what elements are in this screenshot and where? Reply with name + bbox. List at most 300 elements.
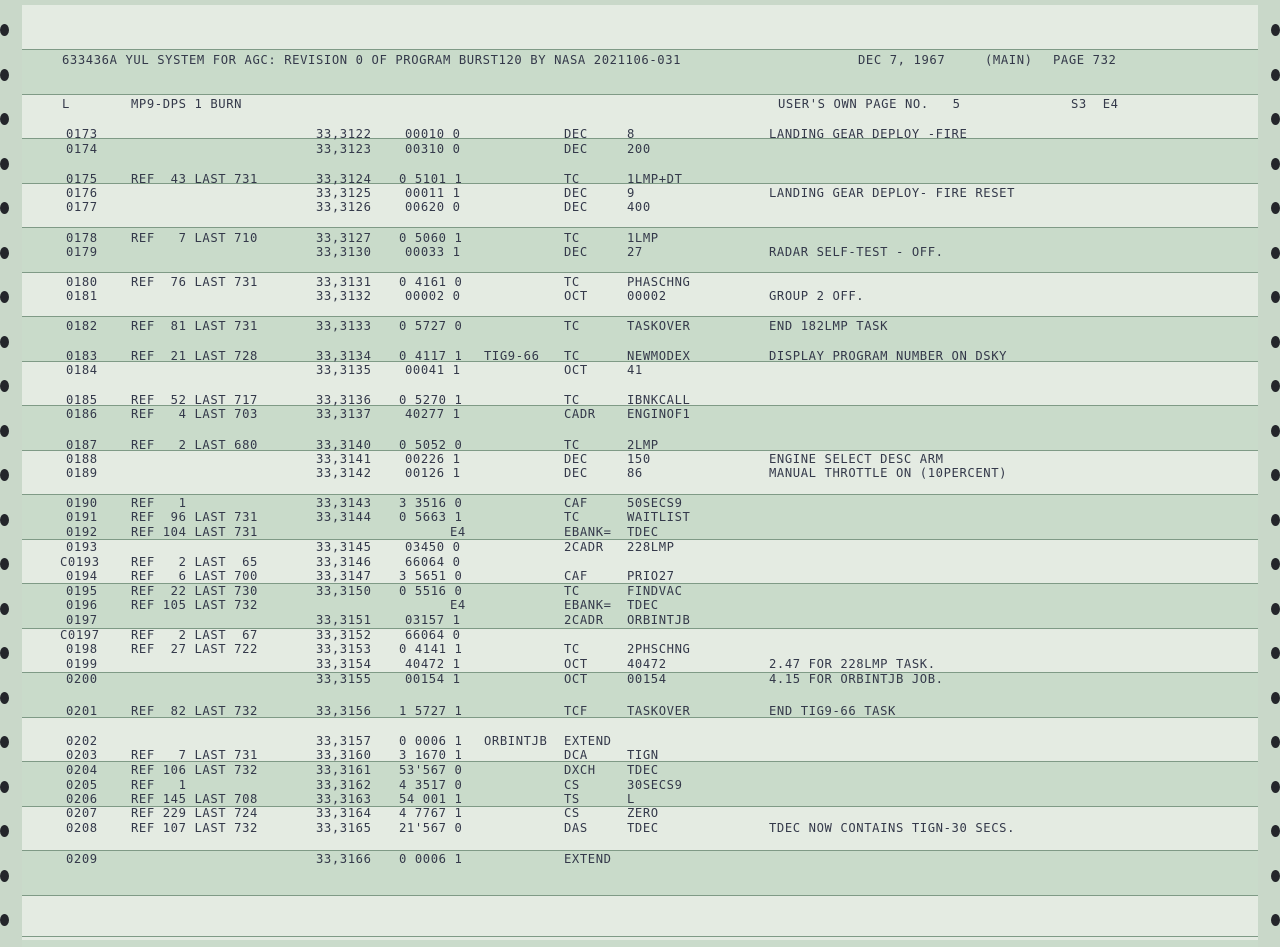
cross-reference: REF 7 LAST 731	[131, 748, 258, 762]
cross-reference: REF 7 LAST 710	[131, 231, 258, 245]
feed-hole	[0, 113, 9, 125]
listing-date: DEC 7, 1967	[858, 53, 946, 67]
listing-header: 633436A YUL SYSTEM FOR AGC: REVISION 0 OF PROGRAM BURST120 BY NASA 2021106-031	[62, 53, 682, 67]
memory-address: 33,3134	[316, 349, 372, 363]
memory-address: 33,3163	[316, 792, 372, 806]
octal-word: 0 5516 0	[399, 584, 463, 598]
line-number: 0203	[66, 748, 98, 762]
line-number: 0174	[66, 142, 98, 156]
line-number: 0188	[66, 452, 98, 466]
opcode: DAS	[564, 821, 588, 835]
opcode: 2CADR	[564, 540, 604, 554]
octal-word: 40277 1	[405, 407, 461, 421]
octal-word: 3 1670 1	[399, 748, 463, 762]
cross-reference: REF 145 LAST 708	[131, 792, 258, 806]
operand: IBNKCALL	[627, 393, 691, 407]
memory-address: 33,3152	[316, 628, 372, 642]
band-rule	[22, 316, 1258, 317]
feed-hole	[0, 914, 9, 926]
feed-hole	[1271, 158, 1280, 170]
operand: 200	[627, 142, 651, 156]
feed-hole	[1271, 692, 1280, 704]
line-number: 0186	[66, 407, 98, 421]
operand: WAITLIST	[627, 510, 691, 524]
cross-reference: REF 22 LAST 730	[131, 584, 258, 598]
opcode: CAF	[564, 496, 588, 510]
memory-address: 33,3145	[316, 540, 372, 554]
memory-address: 33,3136	[316, 393, 372, 407]
operand: ORBINTJB	[627, 613, 691, 627]
memory-address: 33,3132	[316, 289, 372, 303]
cross-reference: REF 96 LAST 731	[131, 510, 258, 524]
line-number: 0181	[66, 289, 98, 303]
operand: 8	[627, 127, 635, 141]
line-number: C0193	[60, 555, 100, 569]
octal-word: 3 5651 0	[399, 569, 463, 583]
cross-reference: REF 1	[131, 778, 187, 792]
listing-row	[0, 704, 1280, 718]
cross-reference: REF 52 LAST 717	[131, 393, 258, 407]
subheader-title: MP9-DPS 1 BURN	[131, 97, 243, 111]
opcode: EXTEND	[564, 852, 612, 866]
operand: 27	[627, 245, 643, 259]
line-number: 0179	[66, 245, 98, 259]
listing-row	[0, 496, 1280, 510]
memory-address: 33,3147	[316, 569, 372, 583]
feed-hole	[0, 380, 9, 392]
listing-row	[0, 200, 1280, 214]
opcode: DEC	[564, 142, 588, 156]
memory-address: 33,3141	[316, 452, 372, 466]
opcode: TC	[564, 642, 580, 656]
octal-word: 0 4117 1	[399, 349, 463, 363]
line-number: 0201	[66, 704, 98, 718]
memory-address: 33,3127	[316, 231, 372, 245]
line-number: 0185	[66, 393, 98, 407]
listing-row	[0, 584, 1280, 598]
feed-hole	[0, 692, 9, 704]
memory-address: 33,3161	[316, 763, 372, 777]
memory-address: 33,3140	[316, 438, 372, 452]
line-number: 0194	[66, 569, 98, 583]
line-number: 0175	[66, 172, 98, 186]
line-number: 0200	[66, 672, 98, 686]
line-number: 0207	[66, 806, 98, 820]
operand: 2PHSCHNG	[627, 642, 691, 656]
octal-word: 53'567 0	[399, 763, 463, 777]
feed-hole	[0, 336, 9, 348]
opcode: TC	[564, 584, 580, 598]
octal-word: 00033 1	[405, 245, 461, 259]
octal-word: 00126 1	[405, 466, 461, 480]
listing-row	[0, 289, 1280, 303]
listing-row	[0, 613, 1280, 627]
feed-hole	[0, 158, 9, 170]
octal-word: 03157 1	[405, 613, 461, 627]
memory-address: 33,3131	[316, 275, 372, 289]
octal-word: 40472 1	[405, 657, 461, 671]
comment: END 182LMP TASK	[769, 319, 889, 333]
operand: 41	[627, 363, 643, 377]
operand: PRIO27	[627, 569, 675, 583]
opcode: DEC	[564, 186, 588, 200]
cross-reference: REF 76 LAST 731	[131, 275, 258, 289]
listing-row	[0, 319, 1280, 333]
feed-hole	[1271, 24, 1280, 36]
octal-word: 4 3517 0	[399, 778, 463, 792]
octal-word: 00002 0	[405, 289, 461, 303]
opcode: DXCH	[564, 763, 596, 777]
octal-word: 4 7767 1	[399, 806, 463, 820]
cross-reference: REF 82 LAST 732	[131, 704, 258, 718]
line-number: 0192	[66, 525, 98, 539]
listing-row	[0, 452, 1280, 466]
octal-word: 0 5101 1	[399, 172, 463, 186]
memory-address: 33,3133	[316, 319, 372, 333]
listing-row	[0, 598, 1280, 612]
symbol-label: TIG9-66	[484, 349, 540, 363]
listing-row	[0, 466, 1280, 480]
users-page-number: USER'S OWN PAGE NO. 5	[778, 97, 961, 111]
operand: FINDVAC	[627, 584, 683, 598]
line-number: 0189	[66, 466, 98, 480]
comment: 2.47 FOR 228LMP TASK.	[769, 657, 936, 671]
listing-row	[0, 349, 1280, 363]
line-number: 0173	[66, 127, 98, 141]
octal-word: 00010 0	[405, 127, 461, 141]
opcode: 2CADR	[564, 613, 604, 627]
operand: 1LMP+DT	[627, 172, 683, 186]
opcode: TC	[564, 393, 580, 407]
cross-reference: REF 27 LAST 722	[131, 642, 258, 656]
cross-reference: REF 2 LAST 67	[131, 628, 258, 642]
operand: L	[627, 792, 635, 806]
band	[22, 5, 1258, 50]
listing-row	[0, 245, 1280, 259]
listing-row	[0, 540, 1280, 554]
comment: LANDING GEAR DEPLOY- FIRE RESET	[769, 186, 1016, 200]
opcode: TC	[564, 319, 580, 333]
subheader-code: S3 E4	[1071, 97, 1119, 111]
listing-row	[0, 142, 1280, 156]
listing-row	[0, 806, 1280, 820]
listing-row	[0, 821, 1280, 835]
operand: 40472	[627, 657, 667, 671]
opcode: DEC	[564, 245, 588, 259]
listing-row	[0, 778, 1280, 792]
listing-row	[0, 672, 1280, 686]
listing-row	[0, 569, 1280, 583]
feed-hole	[1271, 870, 1280, 882]
memory-address: 33,3146	[316, 555, 372, 569]
cross-reference: REF 4 LAST 703	[131, 407, 258, 421]
operand: PHASCHNG	[627, 275, 691, 289]
cross-reference: REF 107 LAST 732	[131, 821, 258, 835]
listing-row	[0, 275, 1280, 289]
line-number: 0193	[66, 540, 98, 554]
cross-reference: REF 2 LAST 680	[131, 438, 258, 452]
operand: 400	[627, 200, 651, 214]
listing-row	[0, 186, 1280, 200]
listing-row	[0, 407, 1280, 421]
memory-address: 33,3130	[316, 245, 372, 259]
octal-word: 00041 1	[405, 363, 461, 377]
memory-address: 33,3157	[316, 734, 372, 748]
line-number: 0182	[66, 319, 98, 333]
opcode: OCT	[564, 657, 588, 671]
operand: ZERO	[627, 806, 659, 820]
line-number: 0176	[66, 186, 98, 200]
comment: GROUP 2 OFF.	[769, 289, 865, 303]
band	[22, 895, 1258, 940]
memory-address: 33,3122	[316, 127, 372, 141]
symbol-label: ORBINTJB	[484, 734, 548, 748]
octal-word: 00620 0	[405, 200, 461, 214]
octal-word: 1 5727 1	[399, 704, 463, 718]
operand: 2LMP	[627, 438, 659, 452]
memory-address: 33,3160	[316, 748, 372, 762]
cross-reference: REF 43 LAST 731	[131, 172, 258, 186]
octal-word: 0 5727 0	[399, 319, 463, 333]
cross-reference: REF 6 LAST 700	[131, 569, 258, 583]
listing-row	[0, 734, 1280, 748]
line-number: 0202	[66, 734, 98, 748]
octal-word: 0 5663 1	[399, 510, 463, 524]
opcode: TC	[564, 438, 580, 452]
listing-row	[0, 792, 1280, 806]
listing-row	[0, 172, 1280, 186]
memory-address: 33,3135	[316, 363, 372, 377]
octal-word: 0 5270 1	[399, 393, 463, 407]
opcode: OCT	[564, 672, 588, 686]
cross-reference: REF 1	[131, 496, 187, 510]
opcode: CS	[564, 778, 580, 792]
cross-reference: REF 2 LAST 65	[131, 555, 258, 569]
comment: LANDING GEAR DEPLOY -FIRE	[769, 127, 968, 141]
comment: TDEC NOW CONTAINS TIGN-30 SECS.	[769, 821, 1016, 835]
operand: 1LMP	[627, 231, 659, 245]
opcode: TCF	[564, 704, 588, 718]
listing-row	[0, 628, 1280, 642]
line-number: 0198	[66, 642, 98, 656]
octal-word: 03450 0	[405, 540, 461, 554]
octal-word: 21'567 0	[399, 821, 463, 835]
operand: TDEC	[627, 763, 659, 777]
comment: ENGINE SELECT DESC ARM	[769, 452, 944, 466]
band-rule	[22, 494, 1258, 495]
comment: DISPLAY PROGRAM NUMBER ON DSKY	[769, 349, 1008, 363]
opcode: TC	[564, 172, 580, 186]
line-number: 0187	[66, 438, 98, 452]
opcode: DCA	[564, 748, 588, 762]
memory-address: 33,3150	[316, 584, 372, 598]
comment: RADAR SELF-TEST - OFF.	[769, 245, 944, 259]
line-number: 0180	[66, 275, 98, 289]
listing-row	[0, 525, 1280, 539]
comment: 4.15 FOR ORBINTJB JOB.	[769, 672, 944, 686]
octal-word: 0 4141 1	[399, 642, 463, 656]
octal-word: 54 001 1	[399, 792, 463, 806]
line-number: 0199	[66, 657, 98, 671]
octal-word: 0 5052 0	[399, 438, 463, 452]
opcode: OCT	[564, 363, 588, 377]
octal-word: 0 0006 1	[399, 852, 463, 866]
line-number: 0208	[66, 821, 98, 835]
feed-hole	[1271, 113, 1280, 125]
octal-word: 3 3516 0	[399, 496, 463, 510]
operand: TDEC	[627, 525, 659, 539]
listing-page-number: PAGE 732	[1053, 53, 1117, 67]
operand: 228LMP	[627, 540, 675, 554]
operand: 150	[627, 452, 651, 466]
feed-hole	[0, 870, 9, 882]
operand: ENGINOF1	[627, 407, 691, 421]
operand: TIGN	[627, 748, 659, 762]
line-number: 0184	[66, 363, 98, 377]
cross-reference: REF 106 LAST 732	[131, 763, 258, 777]
line-number: 0183	[66, 349, 98, 363]
opcode: DEC	[564, 452, 588, 466]
memory-address: 33,3162	[316, 778, 372, 792]
memory-address: 33,3124	[316, 172, 372, 186]
band-rule	[22, 936, 1258, 937]
listing-row	[0, 363, 1280, 377]
opcode: DEC	[564, 127, 588, 141]
listing-row	[0, 763, 1280, 777]
line-number: 0191	[66, 510, 98, 524]
listing-main-tag: (MAIN)	[985, 53, 1033, 67]
subheader-marker: L	[62, 97, 70, 111]
memory-address: 33,3126	[316, 200, 372, 214]
band-rule	[22, 49, 1258, 50]
feed-hole	[0, 24, 9, 36]
cross-reference: REF 81 LAST 731	[131, 319, 258, 333]
band-rule	[22, 94, 1258, 95]
cross-reference: REF 104 LAST 731	[131, 525, 258, 539]
feed-hole	[1271, 380, 1280, 392]
listing-row	[0, 852, 1280, 866]
opcode: TC	[564, 231, 580, 245]
memory-address: 33,3137	[316, 407, 372, 421]
band-rule	[22, 850, 1258, 851]
line-number: 0178	[66, 231, 98, 245]
operand: TASKOVER	[627, 319, 691, 333]
line-number: 0209	[66, 852, 98, 866]
listing-row	[0, 555, 1280, 569]
memory-address: 33,3155	[316, 672, 372, 686]
opcode: TC	[564, 349, 580, 363]
line-number: 0205	[66, 778, 98, 792]
line-number: 0206	[66, 792, 98, 806]
memory-address: 33,3125	[316, 186, 372, 200]
line-number: 0196	[66, 598, 98, 612]
octal-word: 00011 1	[405, 186, 461, 200]
opcode: EBANK=	[564, 525, 612, 539]
memory-address: 33,3153	[316, 642, 372, 656]
octal-word: 0 5060 1	[399, 231, 463, 245]
opcode: DEC	[564, 466, 588, 480]
octal-word: 00226 1	[405, 452, 461, 466]
memory-address: 33,3144	[316, 510, 372, 524]
opcode: CS	[564, 806, 580, 820]
line-number: C0197	[60, 628, 100, 642]
memory-address: 33,3123	[316, 142, 372, 156]
operand: 30SECS9	[627, 778, 683, 792]
feed-hole	[0, 69, 9, 81]
operand: 00154	[627, 672, 667, 686]
band-rule	[22, 272, 1258, 273]
octal-word: 66064 0	[405, 628, 461, 642]
opcode: OCT	[564, 289, 588, 303]
line-number: 0177	[66, 200, 98, 214]
line-number: 0190	[66, 496, 98, 510]
listing-row	[0, 657, 1280, 671]
opcode: TC	[564, 510, 580, 524]
feed-hole	[1271, 336, 1280, 348]
octal-word: 00310 0	[405, 142, 461, 156]
cross-reference: REF 21 LAST 728	[131, 349, 258, 363]
listing-row	[0, 438, 1280, 452]
feed-hole	[1271, 425, 1280, 437]
memory-address: 33,3142	[316, 466, 372, 480]
octal-word: 0 4161 0	[399, 275, 463, 289]
memory-address: 33,3156	[316, 704, 372, 718]
cross-reference: REF 229 LAST 724	[131, 806, 258, 820]
opcode: CADR	[564, 407, 596, 421]
listing-row	[0, 642, 1280, 656]
operand: 86	[627, 466, 643, 480]
operand: 9	[627, 186, 635, 200]
cross-reference: REF 105 LAST 732	[131, 598, 258, 612]
listing-row	[0, 393, 1280, 407]
band-rule	[22, 895, 1258, 896]
comment: END TIG9-66 TASK	[769, 704, 896, 718]
opcode: TC	[564, 275, 580, 289]
line-number: 0197	[66, 613, 98, 627]
opcode: CAF	[564, 569, 588, 583]
comment: MANUAL THROTTLE ON (10PERCENT)	[769, 466, 1008, 480]
opcode: EXTEND	[564, 734, 612, 748]
memory-address: 33,3164	[316, 806, 372, 820]
octal-word: E4	[450, 525, 466, 539]
feed-hole	[1271, 914, 1280, 926]
operand: 50SECS9	[627, 496, 683, 510]
operand: TASKOVER	[627, 704, 691, 718]
line-number: 0195	[66, 584, 98, 598]
listing-row	[0, 510, 1280, 524]
octal-word: 0 0006 1	[399, 734, 463, 748]
octal-word: 00154 1	[405, 672, 461, 686]
opcode: DEC	[564, 200, 588, 214]
operand: NEWMODEX	[627, 349, 691, 363]
feed-hole	[1271, 69, 1280, 81]
opcode: EBANK=	[564, 598, 612, 612]
memory-address: 33,3154	[316, 657, 372, 671]
memory-address: 33,3165	[316, 821, 372, 835]
octal-word: E4	[450, 598, 466, 612]
memory-address: 33,3166	[316, 852, 372, 866]
listing-row	[0, 748, 1280, 762]
operand: TDEC	[627, 821, 659, 835]
memory-address: 33,3143	[316, 496, 372, 510]
octal-word: 66064 0	[405, 555, 461, 569]
listing-row	[0, 231, 1280, 245]
memory-address: 33,3151	[316, 613, 372, 627]
listing-row	[0, 127, 1280, 141]
operand: TDEC	[627, 598, 659, 612]
feed-hole	[0, 425, 9, 437]
opcode: TS	[564, 792, 580, 806]
